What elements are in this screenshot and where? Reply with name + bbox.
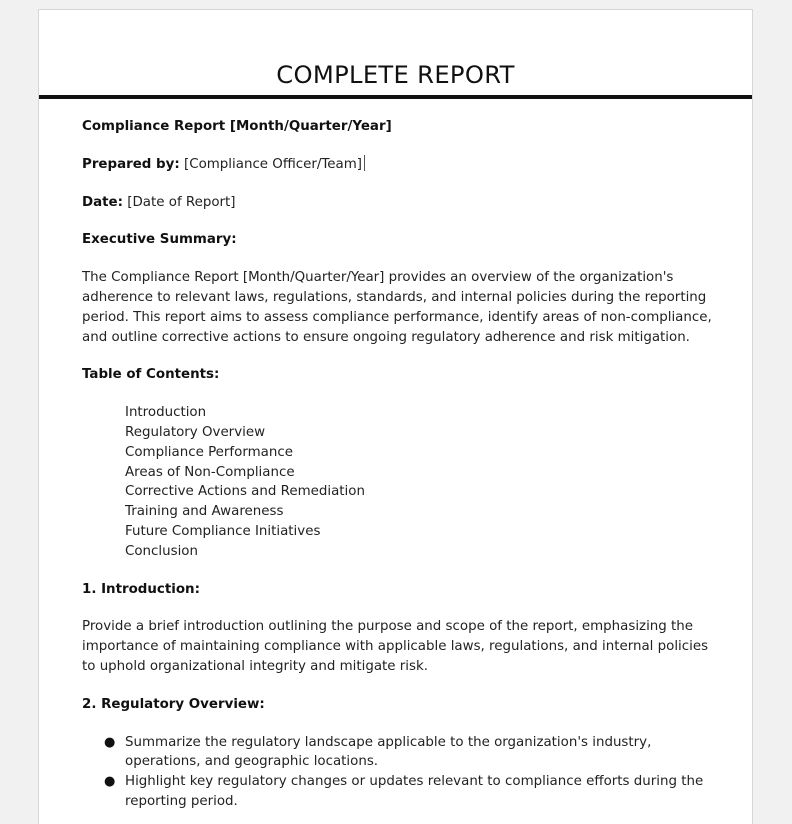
bullet-dot-icon: ● (104, 734, 116, 750)
toc-item: Conclusion (125, 543, 198, 559)
document-body[interactable] (82, 117, 712, 812)
date-value: [Date of Report] (127, 194, 236, 210)
toc-item: Introduction (125, 405, 207, 421)
toc-item: Areas of Non-Compliance (125, 464, 295, 480)
toc-item: Training and Awareness (125, 504, 284, 520)
report-line: Compliance Report [Month/Quarter/Year] (82, 119, 392, 134)
title-divider (39, 95, 752, 99)
bullet-text: Highlight key regulatory changes or updates relevant to compliance efforts during the reporting period. (125, 774, 704, 809)
toc-item: Corrective Actions and Remediation (125, 484, 365, 500)
date-label: Date: (82, 194, 123, 210)
regulatory-overview-heading: 2. Regulatory Overview: (82, 696, 265, 712)
prepared-by-value: [Compliance Officer/Team] (184, 156, 363, 172)
document-title-text: COMPLETE REPORT (276, 61, 515, 89)
introduction-body: Provide a brief introduction outlining the purpose and scope of the report, emphasizing the importance of maintaining compliance with applicable laws, regulations, and internal policies to uphold organizational integrity and mitigate risk. (82, 619, 709, 674)
prepared-by-label: Prepared by: (82, 156, 180, 172)
document-title (38, 58, 753, 92)
document-page (38, 9, 753, 824)
toc-item: Compliance Performance (125, 444, 293, 460)
date-line (82, 193, 712, 213)
bullet-item (104, 772, 712, 812)
regulatory-bullet-list (82, 733, 712, 812)
introduction-heading: 1. Introduction: (82, 581, 200, 597)
bullet-dot-icon: ● (104, 774, 116, 790)
toc-item: Regulatory Overview (125, 424, 266, 440)
toc-heading: Table of Contents: (82, 367, 220, 383)
executive-summary-body: The Compliance Report [Month/Quarter/Year] provides an overview of the organization's adherence to relevant laws, regulations, standards, and internal policies during the reporting period. This report aims to assess compliance performance, identify areas of non-compliance, and outline corrective actions to ensure ongoing regulatory adherence and risk mitigation. (82, 270, 712, 345)
bullet-item (104, 733, 712, 773)
prepared-by-line (82, 155, 712, 175)
bullet-text: Summarize the regulatory landscape applicable to the organization's industry, operations, and geographic locations. (125, 734, 652, 770)
text-cursor (364, 155, 365, 171)
toc-list (82, 403, 712, 561)
executive-summary-heading: Executive Summary: (82, 232, 237, 248)
toc-item: Future Compliance Initiatives (125, 523, 321, 539)
